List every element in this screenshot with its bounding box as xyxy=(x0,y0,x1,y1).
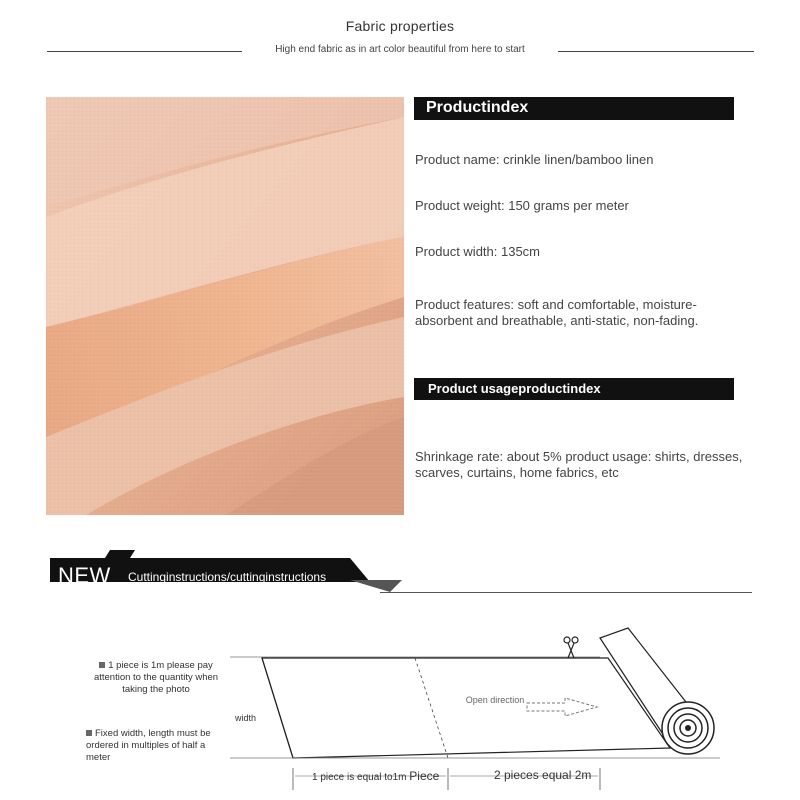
page-title: Fabric properties xyxy=(345,18,455,34)
product-index-heading: Productindex xyxy=(426,99,529,116)
divider-left xyxy=(47,51,242,52)
fabric-photo xyxy=(46,97,404,515)
product-weight: Product weight: 150 grams per meter xyxy=(415,198,629,213)
divider-bottom xyxy=(380,592,752,593)
measure-one-piece: 1 piece is equal to1m Piece xyxy=(312,769,440,783)
page-subtitle: High end fabric as in art color beautiful from here to start xyxy=(275,44,525,55)
bullet-icon xyxy=(86,730,92,736)
note-one-piece: 1 piece is 1m please pay attention to the quantity when taking the photo xyxy=(93,660,219,695)
product-index-heading-bar xyxy=(414,97,734,120)
width-label: width xyxy=(235,713,257,723)
note-fixed-width: Fixed width, length must be ordered in multiples of half a meter xyxy=(86,728,211,763)
measure-two-pieces: 2 pieces equal 2m xyxy=(494,768,592,782)
cutting-heading: Cuttinginstructions/cuttinginstructions xyxy=(128,570,327,584)
product-usage-heading-bar xyxy=(414,378,734,400)
product-width: Product width: 135cm xyxy=(415,244,541,259)
scissors-icon xyxy=(564,637,578,658)
bullet-icon xyxy=(99,662,105,668)
product-usage-heading: Product usageproductindex xyxy=(428,381,601,396)
product-name: Product name: crinkle linen/bamboo linen xyxy=(415,152,654,167)
shrinkage-usage-text: Shrinkage rate: about 5% product usage: shirts, dresses, scarves, curtains, home fabrics, etc xyxy=(415,449,743,480)
open-direction-label: Open direction xyxy=(465,695,525,705)
new-label: NEW xyxy=(58,563,111,588)
product-features: Product features: soft and comfortable, moisture-absorbent and breathable, anti-static, non-fading. xyxy=(415,297,699,328)
divider-right xyxy=(558,51,754,52)
